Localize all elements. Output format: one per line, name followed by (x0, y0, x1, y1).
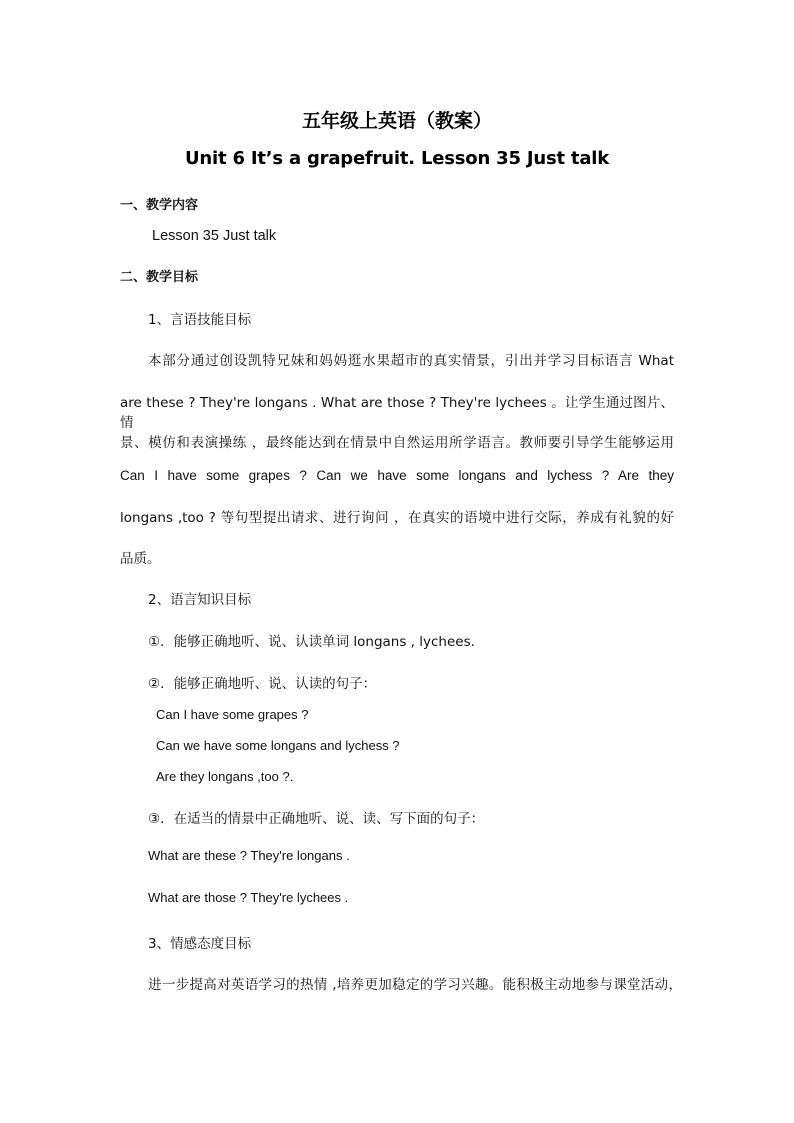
knowledge-item-1: ①．能够正确地听、说、认读单词 longans , lychees. (148, 634, 475, 650)
knowledge-item-3: ③．在适当的情景中正确地听、说、读、写下面的句子： (148, 811, 485, 827)
paragraph-line: Can I have some grapes ? Can we have some longans and lychess ? Are they (120, 468, 674, 483)
sentence: Can I have some grapes ? (156, 707, 309, 722)
sentence: Are they longans ,too ?. (156, 769, 294, 784)
subheading-skill-objectives: 1、言语技能目标 (148, 312, 252, 328)
paragraph-line: longans ,too ? 等句型提出请求、进行询问 ，在真实的语境中进行交际，养成有礼貌的好 (120, 510, 674, 526)
paragraph-line: 景、模仿和表演操练 ，最终能达到在情景中自然运用所学语言。教师要引导学生能够运用 (120, 435, 674, 451)
sentence: What are these ? They're longans . (148, 848, 350, 863)
knowledge-item-2: ②．能够正确地听、说、认读的句子： (148, 676, 377, 692)
subheading-knowledge-objectives: 2、语言知识目标 (148, 592, 252, 608)
paragraph-line: 进一步提高对英语学习的热情 ,培养更加稳定的学习兴趣。能积极主动地参与课堂活动， (148, 977, 682, 993)
section-heading-content: 一、教学内容 (120, 198, 199, 213)
section-content-text: Lesson 35 Just talk (152, 228, 277, 244)
paragraph-line: 本部分通过创设凯特兄妹和妈妈逛水果超市的真实情景，引出并学习目标语言 What (148, 353, 674, 369)
page-title: 五年级上英语（教案） (301, 110, 492, 132)
subheading-attitude-objectives: 3、情感态度目标 (148, 936, 252, 952)
page-subtitle: Unit 6 It’s a grapefruit. Lesson 35 Just talk (184, 148, 610, 169)
section-heading-objectives: 二、教学目标 (120, 270, 199, 285)
sentence: What are those ? They're lychees . (148, 890, 349, 905)
sentence: Can we have some longans and lychess ? (156, 738, 400, 753)
paragraph-line: are these ? They're longans . What are those ? They're lychees 。让学生通过图片、情 (120, 395, 674, 431)
paragraph-line: 品质。 (120, 551, 161, 567)
